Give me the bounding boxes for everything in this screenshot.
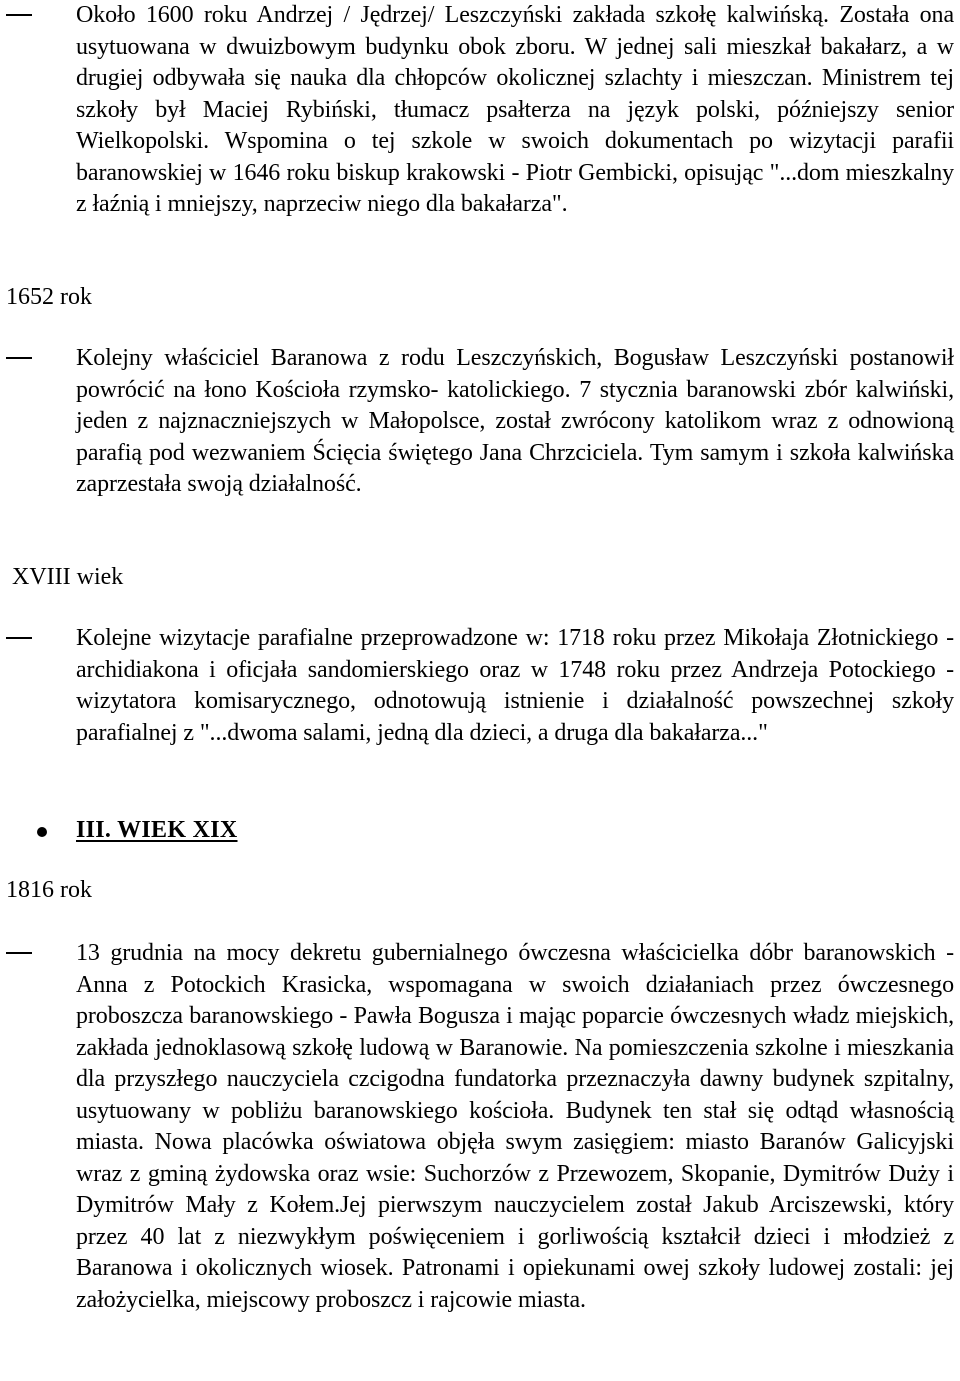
dash-bullet-icon xyxy=(6,637,32,639)
dash-bullet-icon xyxy=(6,357,32,359)
heading-wiek-xix: III. WIEK XIX xyxy=(76,817,238,843)
paragraph-1816: 13 grudnia na mocy dekretu gubernialnego ówczesna właścicielka dóbr baranowskich - Anna z Potockich Krasicka, wspomagana w swoich działaniach przez ówczesnego proboszcza baranowskiego - Pawła Bogusza i mając poparcie ówczesnych władz miejskich, zakłada jednoklasową szkołę ludową w Baranowie. Na pomieszczenia szkolne i mieszkania dla przyszłego nauczyciela czcigodna fundatorka przeznaczyła dawny budynek szpitalny, usytuowany w pobliżu baranowskiego kościoła. Budynek ten stał się odtąd własnością miasta. Nowa placówka oświatowa objęła swym zasięgiem: miasto Baranów Galicyjski wraz z gminą żydowska oraz wsie: Suchorzów z Przewozem, Skopanie, Dymitrów Duży i Dymitrów Mały z Kołem.Jej pierwszym nauczycielem został Jakub Arciszewski, który przez 40 lat z niezwykłym poświęceniem i gorliwością kształcił dzieci i młodzież z Baranowa i okolicznych wiosek. Patronami i opiekunami owej szkoły ludowej zostali: jej założycielka, miejscowy proboszcz i rajcowie miasta. xyxy=(76,940,954,1313)
list-item-xviii xyxy=(0,623,960,749)
list-item-1816 xyxy=(0,938,960,1316)
dash-bullet-icon xyxy=(6,14,32,16)
heading-xviii-wiek: XVIII wiek xyxy=(12,564,124,590)
list-item-1652 xyxy=(0,343,960,501)
paragraph-1600: Około 1600 roku Andrzej / Jędrzej/ Leszczyński zakłada szkołę kalwińską. Została ona usytuowana w dwuizbowym budynku obok zboru. W jednej sali mieszkał bakałarz, a w drugiej odbywała się nauka dla chłopców okolicznej szlachty i mieszczan. Ministrem tej szkoły był Maciej Rybiński, tłumacz psałterza na język polski, późniejszy senior Wielkopolski. Wspomina o tej szkole w swoich dokumentach po wizytacji parafii baranowskiej w 1646 roku biskup krakowski - Piotr Gembicki, opisując "...dom mieszkalny z łaźnią i mniejszy, naprzeciw niego dla bakałarza". xyxy=(76,2,954,217)
paragraph-1652: Kolejny właściciel Baranowa z rodu Leszczyńskich, Bogusław Leszczyński postanowił powrócić na łono Kościoła rzymsko- katolickiego. 7 stycznia baranowski zbór kalwiński, jeden z najznaczniejszych w Małopolsce, został zwrócony katolikom wraz z odnowioną parafią pod wezwaniem Ścięcia świętego Jana Chrzciciela. Tym samym i szkoła kalwińska zaprzestała swoją działalność. xyxy=(76,345,954,497)
heading-1816: 1816 rok xyxy=(6,877,92,903)
list-item-1600 xyxy=(0,0,960,221)
round-bullet-icon xyxy=(37,827,47,837)
paragraph-xviii: Kolejne wizytacje parafialne przeprowadzone w: 1718 roku przez Mikołaja Złotnickiego - archidiakona i oficjała sandomierskiego oraz w 1748 roku przez Andrzeja Potockiego - wizytatora komisarycznego, odnotowują istnienie i działalność powszechnej szkoły parafialnej z "...dwoma salami, jedną dla dzieci, a druga dla bakałarza..." xyxy=(76,625,954,746)
heading-1652: 1652 rok xyxy=(6,284,92,310)
dash-bullet-icon xyxy=(6,952,32,954)
